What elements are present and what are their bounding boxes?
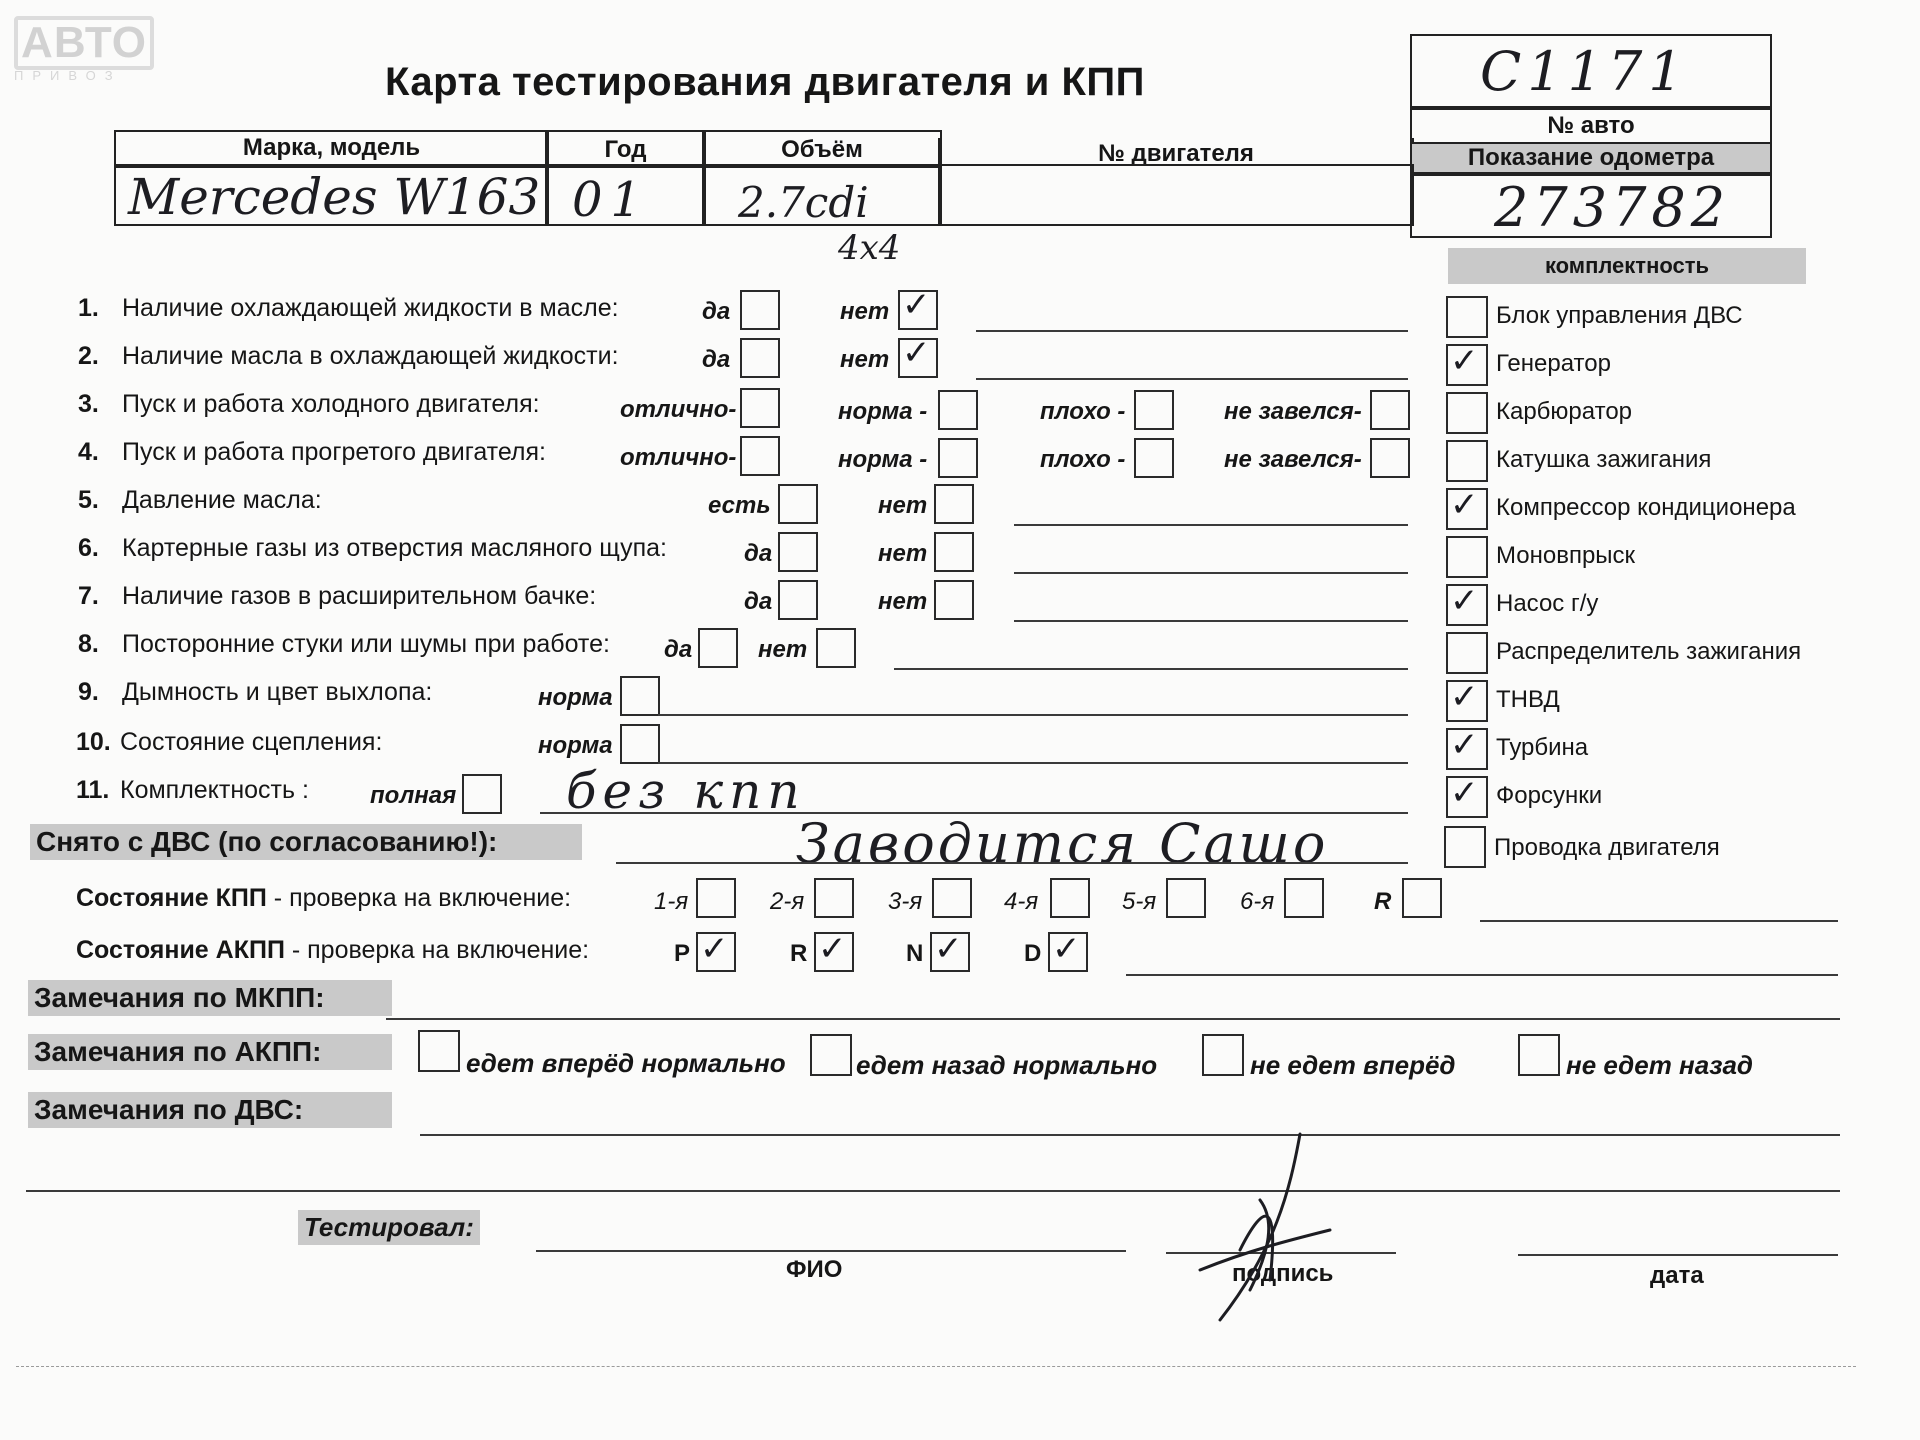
q6-opt-yes: да [744, 540, 773, 567]
q9-number: 9. [78, 678, 99, 706]
kit-item-5: Компрессор кондиционера [1496, 494, 1796, 521]
q7-number: 7. [78, 582, 99, 610]
q4-opt-excellent: отлично- [620, 444, 737, 471]
remarks-extra-line [26, 1190, 1840, 1192]
kit-item-9: ТНВД [1496, 686, 1560, 713]
kit-checkbox-6[interactable] [1446, 536, 1488, 578]
akpp-gear-d: D [1024, 940, 1042, 967]
car-number-value: C1171 [1480, 40, 1689, 103]
q3-excellent-checkbox[interactable] [740, 388, 780, 428]
q2-line [976, 378, 1408, 380]
q2-yes-checkbox[interactable] [740, 338, 780, 378]
removed-handwritten: Заводится Сашо [796, 812, 1329, 875]
kpp-label-bold: Состояние КПП [76, 884, 267, 912]
q3-bad-checkbox[interactable] [1134, 390, 1174, 430]
kit-tick-9: ✓ [1450, 677, 1479, 717]
q4-opt-bad: плохо - [1040, 446, 1126, 473]
q6-opt-no: нет [878, 540, 928, 567]
date-label: дата [1650, 1262, 1704, 1289]
kit-item-11: Форсунки [1496, 782, 1603, 809]
q9-normal-checkbox[interactable] [620, 676, 660, 716]
q1-no-tick: ✓ [902, 285, 931, 325]
q6-text: Картерные газы из отверстия масляного щупа: [122, 534, 667, 562]
akpp-line [1126, 974, 1838, 976]
removed-label: Снято с ДВС (по согласованию!): [30, 824, 582, 860]
q3-label [78, 390, 540, 419]
volume-value: 2.7cdi [738, 178, 869, 227]
kit-checkbox-3[interactable] [1446, 392, 1488, 434]
q6-yes-checkbox[interactable] [778, 532, 818, 572]
remarks-dvs-line [420, 1134, 1840, 1136]
q6-no-checkbox[interactable] [934, 532, 974, 572]
akpp-remark-checkbox-4[interactable] [1518, 1034, 1560, 1076]
car-number-label: № авто [1547, 112, 1635, 139]
kit-tick-5: ✓ [1450, 485, 1479, 525]
akpp-gear-p: P [674, 940, 691, 967]
q3-number: 3. [78, 390, 99, 418]
kit-checkbox-4[interactable] [1446, 440, 1488, 482]
scan-edge-line [16, 1366, 1856, 1367]
remarks-mkpp: Замечания по МКПП: [28, 980, 392, 1016]
akpp-remark-checkbox-2[interactable] [810, 1034, 852, 1076]
q10-text: Состояние сцепления: [120, 728, 383, 756]
kpp-gear-6-checkbox[interactable] [1284, 878, 1324, 918]
signature-label: подпись [1232, 1260, 1334, 1287]
fio-line [536, 1250, 1126, 1252]
q2-text: Наличие масла в охлаждающей жидкости: [122, 342, 619, 370]
kpp-gear-4-checkbox[interactable] [1050, 878, 1090, 918]
page-title: Карта тестирования двигателя и КПП [385, 60, 1145, 104]
fio-label: ФИО [786, 1256, 843, 1283]
kpp-gear-3-checkbox[interactable] [932, 878, 972, 918]
q5-opt-no: нет [878, 492, 928, 519]
q3-opt-normal: норма - [838, 398, 928, 425]
kit-item-1: Блок управления ДВС [1496, 302, 1743, 329]
q11-opt-full: полная [370, 782, 457, 809]
kit-tick-11: ✓ [1450, 773, 1479, 813]
q8-number: 8. [78, 630, 99, 658]
q1-number: 1. [78, 294, 99, 322]
akpp-gear-r: R [790, 940, 808, 967]
q8-opt-yes: да [664, 636, 693, 663]
q9-opt-normal: норма [538, 684, 613, 711]
kit-tick-10: ✓ [1450, 725, 1479, 765]
kpp-gear-r: R [1374, 888, 1392, 915]
q7-opt-no: нет [878, 588, 928, 615]
q8-yes-checkbox[interactable] [698, 628, 738, 668]
q5-number: 5. [78, 486, 99, 514]
logo-top: АВТО [14, 16, 154, 70]
q3-text: Пуск и работа холодного двигателя: [122, 390, 540, 418]
akpp-remark-3: не едет вперёд [1250, 1050, 1456, 1080]
q3-opt-nostart: не завелся- [1224, 398, 1362, 425]
q4-excellent-checkbox[interactable] [740, 436, 780, 476]
q5-line [1014, 524, 1408, 526]
make-model-value: Mercedes W163 [128, 168, 541, 226]
akpp-gear-n: N [906, 940, 924, 967]
kpp-gear-r-checkbox[interactable] [1402, 878, 1442, 918]
kit-title: комплектность [1448, 248, 1806, 284]
kit-checkbox-1[interactable] [1446, 296, 1488, 338]
akpp-gear-p-tick: ✓ [700, 929, 729, 969]
volume-header: Объём [781, 136, 863, 163]
q2-number: 2. [78, 342, 99, 370]
q4-normal-checkbox[interactable] [938, 438, 978, 478]
q3-opt-excellent: отлично- [620, 396, 737, 423]
q1-opt-yes: да [702, 298, 731, 325]
kit-item-10: Турбина [1496, 734, 1589, 761]
logo [14, 16, 150, 83]
date-line [1518, 1254, 1838, 1256]
kpp-label [76, 884, 571, 913]
akpp-gear-d-tick: ✓ [1052, 929, 1081, 969]
engine-no-value-cell [938, 164, 1414, 226]
kit-item-8: Распределитель зажигания [1496, 638, 1802, 665]
q4-opt-nostart: не завелся- [1224, 446, 1362, 473]
q11-label [76, 776, 309, 805]
q7-no-checkbox[interactable] [934, 580, 974, 620]
q7-text: Наличие газов в расширительном бачке: [122, 582, 597, 610]
q8-opt-no: нет [758, 636, 808, 663]
q1-text: Наличие охлаждающей жидкости в масле: [122, 294, 619, 322]
remarks-akpp: Замечания по АКПП: [28, 1034, 392, 1070]
akpp-remark-4: не едет назад [1566, 1050, 1754, 1080]
q2-opt-no: нет [840, 346, 890, 373]
kit-checkbox-12[interactable] [1444, 826, 1486, 868]
kpp-gear-6: 6-я [1240, 888, 1275, 915]
removed-line [616, 862, 1408, 864]
q6-number: 6. [78, 534, 99, 562]
akpp-label-bold: Состояние АКПП [76, 936, 285, 964]
kit-tick-2: ✓ [1450, 341, 1479, 381]
tested-by-label: Тестировал: [298, 1210, 480, 1245]
q5-no-checkbox[interactable] [934, 484, 974, 524]
q11-full-checkbox[interactable] [462, 774, 502, 814]
akpp-remark-checkbox-1[interactable] [418, 1030, 460, 1072]
q5-opt-yes: есть [708, 492, 771, 519]
q7-yes-checkbox[interactable] [778, 580, 818, 620]
akpp-remark-1: едет вперёд нормально [466, 1048, 786, 1078]
q4-label [78, 438, 546, 467]
q4-opt-normal: норма - [838, 446, 928, 473]
akpp-label [76, 936, 589, 965]
q11-text: Комплектность : [120, 776, 309, 804]
q2-no-tick: ✓ [902, 333, 931, 373]
kpp-gear-2: 2-я [770, 888, 805, 915]
logo-bottom: ПРИВОЗ [14, 68, 122, 83]
kpp-gear-3: 3-я [888, 888, 923, 915]
q4-bad-checkbox[interactable] [1134, 438, 1174, 478]
q3-nostart-checkbox[interactable] [1370, 390, 1410, 430]
kit-tick-7: ✓ [1450, 581, 1479, 621]
kit-checkbox-8[interactable] [1446, 632, 1488, 674]
q4-text: Пуск и работа прогретого двигателя: [122, 438, 546, 466]
q8-label [78, 630, 610, 659]
kit-item-12: Проводка двигателя [1494, 834, 1720, 861]
q8-no-checkbox[interactable] [816, 628, 856, 668]
q10-number: 10. [76, 728, 111, 756]
q7-line [1014, 620, 1408, 622]
q7-label [78, 582, 596, 611]
kpp-gear-5-checkbox[interactable] [1166, 878, 1206, 918]
q5-yes-checkbox[interactable] [778, 484, 818, 524]
kit-item-2: Генератор [1496, 350, 1611, 377]
make-model-header: Марка, модель [242, 134, 421, 161]
q4-number: 4. [78, 438, 99, 466]
year-header: Год [604, 136, 647, 163]
kit-item-4: Катушка зажигания [1496, 446, 1712, 473]
akpp-gear-r-tick: ✓ [818, 929, 847, 969]
engine-no-header: № двигателя [1098, 140, 1254, 167]
q5-text: Давление масла: [122, 486, 322, 514]
odometer-header: Показание одометра [1467, 144, 1715, 171]
q1-opt-no: нет [840, 298, 890, 325]
akpp-remark-checkbox-3[interactable] [1202, 1034, 1244, 1076]
q9-label [78, 678, 432, 707]
q8-text: Посторонние стуки или шумы при работе: [122, 630, 610, 658]
q1-yes-checkbox[interactable] [740, 290, 780, 330]
q10-label [76, 728, 382, 757]
kpp-gear-1-checkbox[interactable] [696, 878, 736, 918]
q1-label [78, 294, 619, 323]
kpp-gear-4: 4-я [1004, 888, 1039, 915]
q4-nostart-checkbox[interactable] [1370, 438, 1410, 478]
kit-item-7: Насос г/у [1496, 590, 1599, 617]
kpp-gear-5: 5-я [1122, 888, 1157, 915]
q3-opt-bad: плохо - [1040, 398, 1126, 425]
kpp-label-rest: - проверка на включение: [266, 884, 572, 912]
remarks-dvs: Замечания по ДВС: [28, 1092, 392, 1128]
remarks-mkpp-line [386, 1018, 1840, 1020]
q10-normal-checkbox[interactable] [620, 724, 660, 764]
q7-opt-yes: да [744, 588, 773, 615]
q2-label [78, 342, 619, 371]
q11-number: 11. [76, 776, 110, 804]
odometer-value: 273782 [1494, 176, 1731, 239]
q6-line [1014, 572, 1408, 574]
q11-handwritten: без кпп [566, 762, 806, 820]
q1-line [976, 330, 1408, 332]
q6-label [78, 534, 667, 563]
kit-item-3: Карбюратор [1496, 398, 1633, 425]
q3-normal-checkbox[interactable] [938, 390, 978, 430]
kpp-gear-1: 1-я [654, 888, 689, 915]
q5-label [78, 486, 322, 515]
volume-note: 4x4 [838, 228, 901, 268]
q10-opt-normal: норма [538, 732, 613, 759]
kpp-line [1480, 920, 1838, 922]
q8-line [894, 668, 1408, 670]
kpp-gear-2-checkbox[interactable] [814, 878, 854, 918]
signature-drawing [1180, 1130, 1350, 1330]
q9-line [658, 714, 1408, 716]
akpp-remark-2: едет назад нормально [856, 1050, 1158, 1080]
kit-item-6: Моновпрыск [1496, 542, 1636, 569]
akpp-gear-n-tick: ✓ [934, 929, 963, 969]
akpp-label-rest: - проверка на включение: [284, 936, 590, 964]
q2-opt-yes: да [702, 346, 731, 373]
q9-text: Дымность и цвет выхлопа: [122, 678, 433, 706]
year-value: 01 [572, 172, 650, 228]
